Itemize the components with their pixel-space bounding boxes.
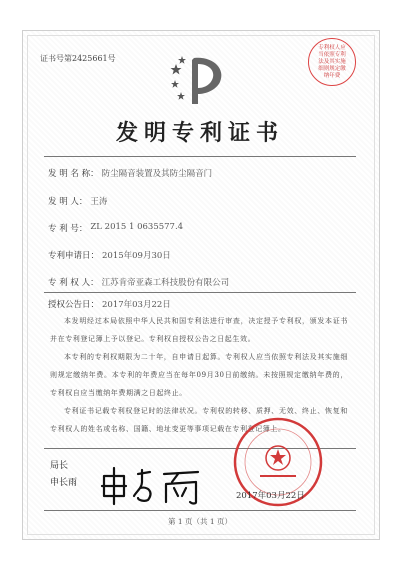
body-paragraph: 本发明经过本局依照中华人民共和国专利法进行审查，决定授予专利权，颁发本证书并在专利登记簿上予以登记。专利权自授权公告之日起生效。: [50, 317, 348, 343]
field-label: 专 利 权 人：: [48, 278, 99, 288]
field-value: 防尘隔音装置及其防尘隔音门: [101, 169, 213, 179]
certificate-number: 证书号第2425661号: [40, 54, 116, 63]
middle-divider: [44, 292, 356, 293]
field-label: 发 明 名 称：: [48, 169, 99, 179]
field-label: 专 利 号：: [48, 224, 88, 234]
field-application-date: [48, 249, 171, 261]
field-label: 专利申请日：: [48, 251, 100, 261]
page-number: 第 1 页（共 1 页）: [167, 517, 233, 526]
body-paragraph: 专利证书记载专利权登记时的法律状况。专利权的转移、质押、无效、终止、恢复和专利权人的姓名或名称、国籍、地址变更等事项记载在专利登记簿上。: [50, 407, 348, 433]
field-label: 发 明 人：: [48, 197, 88, 207]
field-value: 王涛: [90, 197, 108, 207]
field-patentee: [48, 276, 229, 288]
patent-office-emblem-icon: [168, 50, 232, 106]
field-value: ZL 2015 1 0635577.4: [90, 222, 184, 232]
director-title: 局长: [50, 461, 69, 471]
certificate-title: 发明专利证书: [115, 120, 284, 146]
director-name: 申长雨: [50, 478, 78, 488]
field-label: 授权公告日：: [48, 300, 100, 310]
field-inventor: [48, 195, 107, 207]
director-signature: [98, 466, 208, 506]
footer-divider: [44, 510, 356, 511]
field-value: 2017年03月22日: [102, 300, 171, 310]
top-divider: [44, 156, 356, 157]
annual-fee-stamp: [308, 38, 356, 86]
body-paragraph: 本专利的专利权期限为二十年，自申请日起算。专利权人应当依照专利法及其实施细则规定缴纳年费。本专利的年费应当在每年09月30日前缴纳。未按照规定缴纳年费的，专利权自应当缴纳年费期满之日起终止。: [50, 353, 348, 397]
field-invention-name: [48, 167, 212, 179]
field-value: 2015年09月30日: [102, 251, 171, 261]
seal-date: 2017年03月22日: [236, 491, 305, 501]
annual-fee-stamp-text: 专利权人应当依照专利法及其实施细则规定缴纳年费: [318, 44, 346, 79]
field-value: 江苏肯帝亚森工科技股份有限公司: [101, 278, 230, 288]
field-patent-number: [48, 222, 183, 234]
field-grant-date: [48, 298, 171, 310]
